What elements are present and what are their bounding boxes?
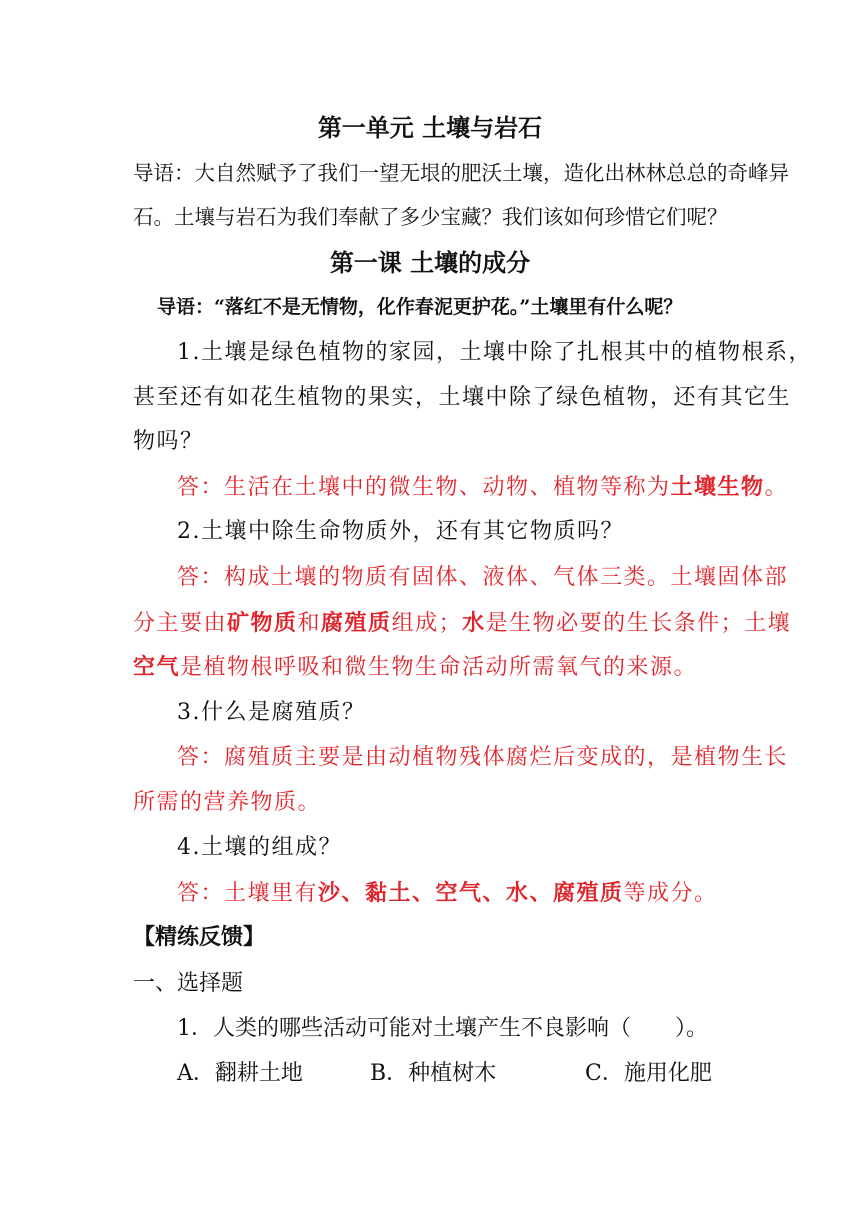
answer-4 [177,878,718,909]
answer-2-text-e: 是植物根呼吸和微生物生命活动所需氧气的来源。 [180,655,698,680]
lesson-intro: 导语：“落红不是无情物，化作春泥更护花。”土壤里有什么呢？ [157,296,683,318]
answer-2-text-b: 和 [297,611,322,636]
mc-option-c: C．施用化肥 [585,1061,712,1086]
answer-3-line-1: 答：腐殖质主要是由动植物残体腐烂后变成的，是植物生长 [177,745,789,770]
question-1-line-2: 甚至还有如花生植物的果实，土壤中除了绿色植物，还有其它生 [133,385,792,410]
answer-2-text-a: 分主要由 [133,611,228,636]
question-1-line-1: 1.土壤是绿色植物的家园，土壤中除了扎根其中的植物根系， [177,340,812,365]
question-2: 2.土壤中除生命物质外，还有其它物质吗？ [177,519,624,544]
mc-question-1: 1．人类的哪些活动可能对土壤产生不良影响（ ）。 [177,1016,708,1041]
answer-2-line-1: 答：构成土壤的物质有固体、液体、气体三类。土壤固体部 [177,565,789,590]
answer-2-line-2 [133,608,791,639]
answer-1 [177,472,788,503]
answer-2-term-mineral: 矿物质 [227,610,298,636]
answer-3-line-2: 所需的营养物质。 [133,790,322,815]
section-choice: 一、选择题 [133,971,244,996]
unit-title: 第一单元 土壤与岩石 [317,114,543,142]
answer-1-term: 土壤生物 [670,474,765,500]
answer-2-term-water: 水 [462,610,486,636]
answer-2-text-c: 组成； [391,611,463,636]
question-1-line-3: 物吗？ [133,429,204,454]
answer-1-text: 答：生活在土壤中的微生物、动物、植物等称为 [177,475,671,500]
question-4: 4.土壤的组成？ [177,835,342,860]
answer-1-suffix: 。 [764,475,789,500]
answer-2-text-d: 是生物必要的生长条件；土壤 [485,611,792,636]
unit-intro-line-1: 导语：大自然赋予了我们一望无垠的肥沃土壤，造化出林林总总的奇峰异 [133,161,789,185]
mc-option-a: A．翻耕土地 [177,1061,303,1086]
answer-4-text: 答：土壤里有 [177,881,319,906]
answer-2-term-air: 空气 [133,654,181,680]
lesson-title: 第一课 土壤的成分 [329,249,531,277]
answer-2-term-humus: 腐殖质 [321,610,392,636]
feedback-heading: 【精练反馈】 [133,925,266,950]
answer-2-line-3 [133,652,697,683]
answer-4-suffix: 等成分。 [623,881,718,906]
answer-4-terms: 沙、黏土、空气、水、腐殖质 [318,880,624,906]
question-3: 3.什么是腐殖质？ [177,700,366,725]
mc-option-b: B．种植树木 [370,1061,497,1086]
unit-intro-line-2: 石。土壤与岩石为我们奉献了多少宝藏？我们该如何珍惜它们呢？ [133,205,728,229]
